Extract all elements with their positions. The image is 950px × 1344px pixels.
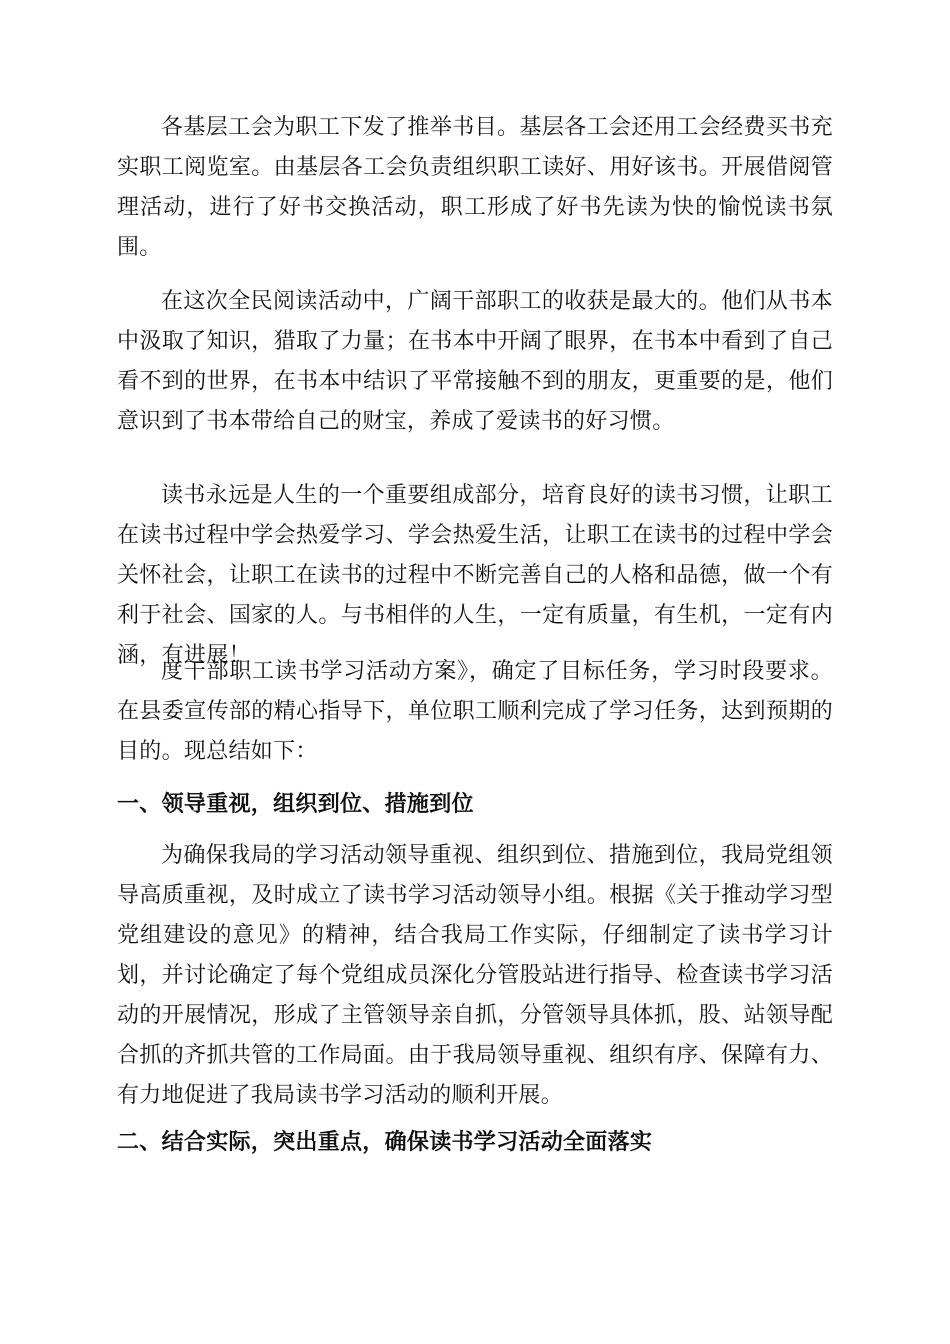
paragraph-reading-habit: 读书永远是人生的一个重要组成部分，培育良好的读书习惯，让职工在读书过程中学会热爱学习、学会热爱生活，让职工在读书的过程中学会关怀社会，让职工在读书的过程中不断完善自己的人格和品德，做一个有利于社会、国家的人。与书相伴的人生，一定有质量，有生机，一定有内涵，有进展！ [117,483,833,668]
paragraph-leadership: 为确保我局的学习活动领导重视、组织到位、措施到位，我局党组领导高质重视，及时成立了读书学习活动领导小组。根据《关于推动学习型党组建设的意见》的精神，结合我局工作实际，仔细制定了读书学习计划，并讨论确定了每个党组成员深化分管股站进行指导、检查读书学习活动的开展情况，形成了主管领导亲自抓，分管领导具体抓，股、站领导配合抓的齐抓共管的工作局面。由于我局领导重视、组织有序、保障有力、有力地促进了我局读书学习活动的顺利开展。 [117,843,833,1108]
paragraph-reading-harvest: 在这次全民阅读活动中，广阔干部职工的收获是最大的。他们从书本中汲取了知识，猎取了力量；在书本中开阔了眼界，在书本中看到了自己看不到的世界，在书本中结识了平常接触不到的朋友，更重要的是，他们意识到了书本带给自己的财宝，养成了爱读书的好习惯。 [117,289,833,434]
section-heading-implementation: 二、结合实际，突出重点，确保读书学习活动全面落实 [117,1129,653,1155]
section-heading-leadership: 一、领导重视，组织到位、措施到位 [117,791,474,817]
paragraph-plan-summary: 度干部职工读书学习活动方案》，确定了目标任务，学习时段要求。在县委宣传部的精心指导下，单位职工顺利完成了学习任务，达到预期的目的。现总结如下： [117,659,833,764]
paragraph-book-list: 各基层工会为职工下发了推举书目。基层各工会还用工会经费买书充实职工阅览室。由基层各工会负责组织职工读好、用好该书。开展借阅管理活动，进行了好书交换活动，职工形成了好书先读为快的愉悦读书氛围。 [117,115,833,260]
